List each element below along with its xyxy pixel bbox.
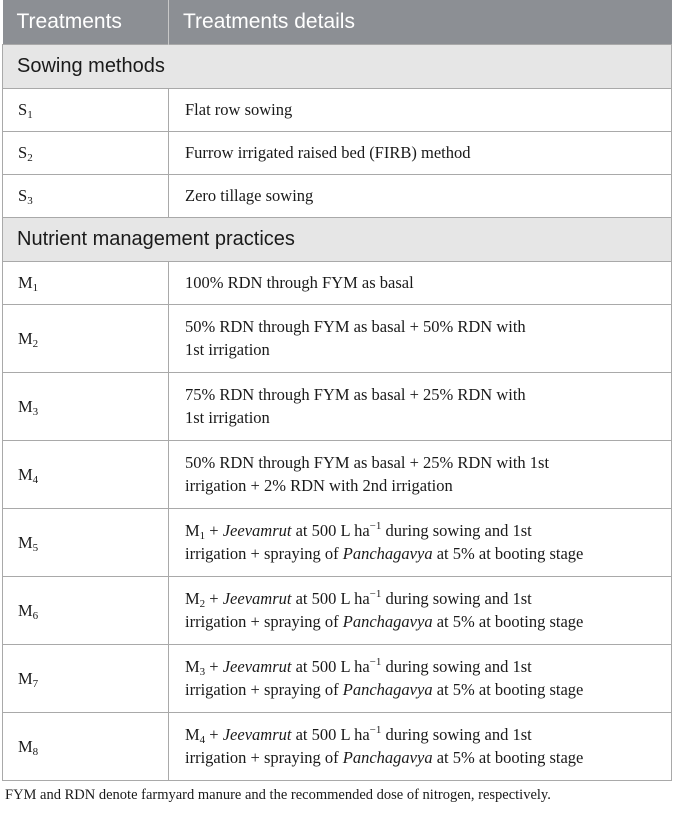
table-row xyxy=(3,644,672,712)
treatment-code: $M_2$ xyxy=(3,304,169,372)
treatment-detail: $M_2$ + Jeevamrut at 500 L $ha^{-1}$ during sowing and 1st irrigation + spraying of Panchagavya at 5% at booting stage xyxy=(169,576,672,644)
treatment-code: $M_1$ xyxy=(3,261,169,304)
treatment-code: $M_7$ xyxy=(3,644,169,712)
table-row xyxy=(3,712,672,780)
header-treatments-details: Treatments details xyxy=(169,0,672,44)
treatment-detail: $M_3$ + Jeevamrut at 500 L $ha^{-1}$ during sowing and 1st irrigation + spraying of Panchagavya at 5% at booting stage xyxy=(169,644,672,712)
treatment-detail: $M_4$ + Jeevamrut at 500 L $ha^{-1}$ during sowing and 1st irrigation + spraying of Panchagavya at 5% at booting stage xyxy=(169,712,672,780)
table-row xyxy=(3,576,672,644)
table-row xyxy=(3,88,672,131)
table-row xyxy=(3,261,672,304)
treatment-code: $M_6$ xyxy=(3,576,169,644)
treatment-detail: 75% RDN through FYM as basal + 25% RDN with 1st irrigation xyxy=(169,372,672,440)
treatment-code: $M_3$ xyxy=(3,372,169,440)
treatment-code: $M_4$ xyxy=(3,440,169,508)
table-row xyxy=(3,174,672,217)
section-row xyxy=(3,44,672,88)
treatment-detail: 100% RDN through FYM as basal xyxy=(169,261,672,304)
treatment-code: $S_3$ xyxy=(3,174,169,217)
treatment-detail: 50% RDN through FYM as basal + 25% RDN with 1st irrigation + 2% RDN with 2nd irrigation xyxy=(169,440,672,508)
section-title-nutrient: Nutrient management practices xyxy=(3,217,672,261)
table-row xyxy=(3,304,672,372)
treatment-code: $M_5$ xyxy=(3,508,169,576)
table-row xyxy=(3,131,672,174)
treatment-detail: Zero tillage sowing xyxy=(169,174,672,217)
header-row xyxy=(3,0,672,44)
treatment-code: $S_2$ xyxy=(3,131,169,174)
section-title-sowing: Sowing methods xyxy=(3,44,672,88)
table-row xyxy=(3,440,672,508)
table-footnote: FYM and RDN denote farmyard manure and the recommended dose of nitrogen, respectively. xyxy=(5,787,551,803)
section-row xyxy=(3,217,672,261)
header-treatments: Treatments xyxy=(3,0,169,44)
treatments-table xyxy=(2,0,672,781)
table-row xyxy=(3,372,672,440)
table-row xyxy=(3,508,672,576)
treatment-detail: Flat row sowing xyxy=(169,88,672,131)
treatment-detail: 50% RDN through FYM as basal + 50% RDN with 1st irrigation xyxy=(169,304,672,372)
treatment-code: $S_1$ xyxy=(3,88,169,131)
treatment-code: $M_8$ xyxy=(3,712,169,780)
treatment-detail: Furrow irrigated raised bed (FIRB) method xyxy=(169,131,672,174)
treatment-detail: $M_1$ + Jeevamrut at 500 L $ha^{-1}$ during sowing and 1st irrigation + spraying of Panchagavya at 5% at booting stage xyxy=(169,508,672,576)
